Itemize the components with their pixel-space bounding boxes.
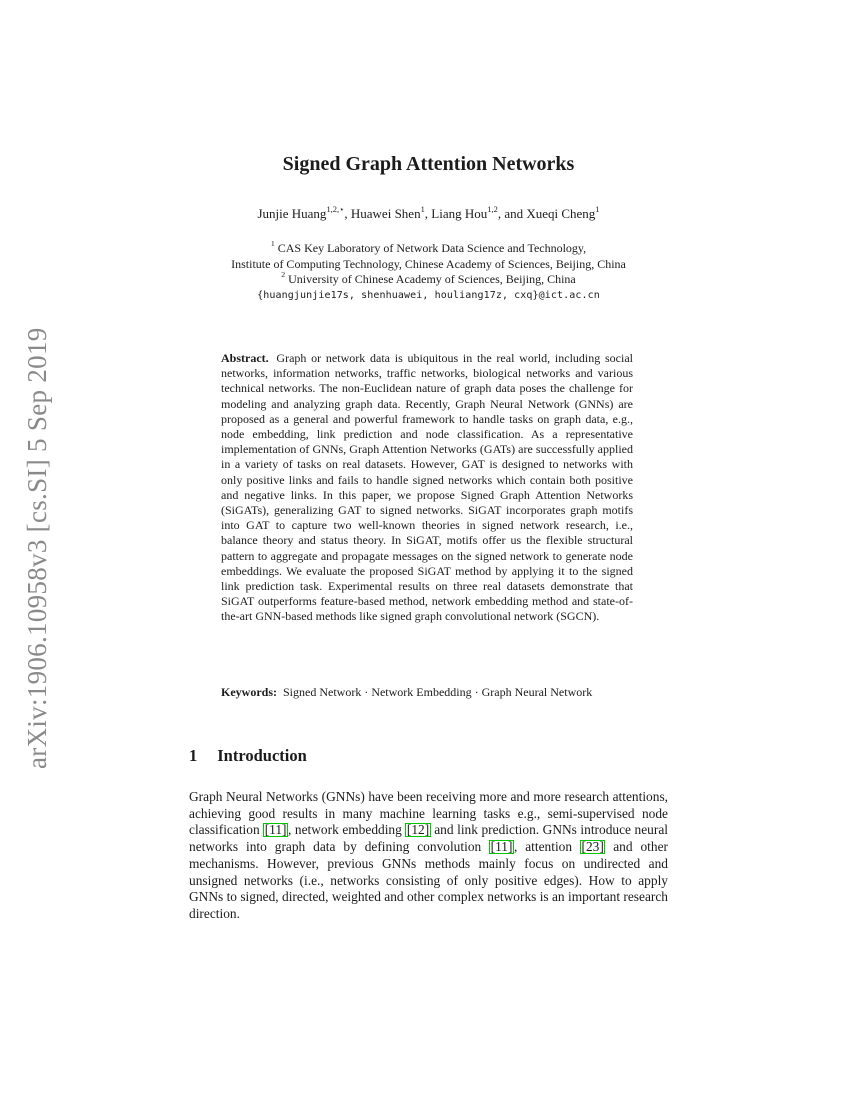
- keywords-text: Signed Network · Network Embedding · Graph Neural Network: [280, 685, 593, 699]
- citation-link[interactable]: [11]: [264, 822, 287, 838]
- intro-paragraph: Graph Neural Networks (GNNs) have been receiving more and more research attentions, achieving good results in many machine learning tasks e.g., semi-supervised node classification [11] , network embedding [12] and link prediction. GNNs introduce neural networks into graph data by defining convolution [11] , attention [23] and other mechanisms. However, previous GNNs methods mainly focus on undirected and unsigned networks (i.e., networks consisting of only positive edges). How to apply GNNs to signed, directed, weighted and other complex networks is an important research direction.: [189, 789, 668, 921]
- keywords-label: Keywords:: [221, 685, 277, 699]
- affiliation-line-2: Institute of Computing Technology, Chinese Academy of Sciences, Beijing, China: [231, 256, 626, 271]
- arxiv-watermark: arXiv:1906.10958v3 [cs.SI] 5 Sep 2019: [22, 327, 52, 769]
- superscript-marker: 2: [281, 270, 286, 280]
- abstract-label: Abstract.: [221, 351, 269, 365]
- affiliation-line-1: $^1$ CAS Key Laboratory of Network Data Science and Technology,: [270, 239, 587, 255]
- affiliation-line-3: $^2$ University of Chinese Academy of Sciences, Beijing, China: [281, 270, 576, 286]
- section-title: Introduction: [217, 746, 307, 765]
- section-number: 1: [189, 746, 198, 765]
- superscript-marker: 1: [420, 203, 425, 214]
- citation-link[interactable]: [23]: [581, 839, 604, 855]
- authors-line: Junjie Huang$^{1,2,⋆}$, Huawei Shen$^1$, Liang Hou$^{1,2}$, and Xueqi Cheng$^1$: [257, 203, 600, 221]
- superscript-marker: 1,2,⋆: [326, 203, 345, 214]
- superscript-marker: 1,2: [487, 203, 498, 214]
- email-line: {huangjunjie17s, shenhuawei, houliang17z, cxq}@ict.ac.cn: [257, 289, 600, 301]
- paper-title: Signed Graph Attention Networks: [282, 153, 575, 175]
- keywords-block: [221, 685, 633, 700]
- affiliations-block: [139, 241, 718, 303]
- superscript-marker: 1: [270, 239, 275, 249]
- superscript-marker: 1: [595, 203, 600, 214]
- abstract-text: Graph or network data is ubiquitous in the real world, including social networks, information networks, traffic networks, biological networks and various technical networks. The non-Euclidean nature of graph data poses the challenge for modeling and analyzing graph data. Recently, Graph Neural Network (GNNs) are proposed as a general and powerful framework to handle tasks on graph data, e.g., node embedding, link prediction and node classification. As a representative implementation of GNNs, Graph Attention Networks (GATs) are successfully applied in a variety of tasks on real datasets. However, GAT is designed to networks with only positive links and fails to handle signed networks which contain both positive and negative links. In this paper, we propose Signed Graph Attention Networks (SiGATs), generalizing GAT to signed networks. SiGAT incorporates graph motifs into GAT to capture two well-known theories in signed network research, i.e., balance theory and status theory. In SiGAT, motifs offer us the flexible structural pattern to aggregate and propagate messages on the signed network to generate node embeddings. We evaluate the proposed SiGAT method by applying it to the signed link prediction task. Experimental results on three real datasets demonstrate that SiGAT outperforms feature-based method, network embedding method and state-of-the-art GNN-based methods like signed graph convolutional network (SGCN).: [221, 351, 633, 624]
- abstract-block: [221, 351, 633, 625]
- citation-link[interactable]: [11]: [490, 839, 513, 855]
- section-heading-introduction: [189, 746, 668, 766]
- citation-link[interactable]: [12]: [406, 822, 430, 838]
